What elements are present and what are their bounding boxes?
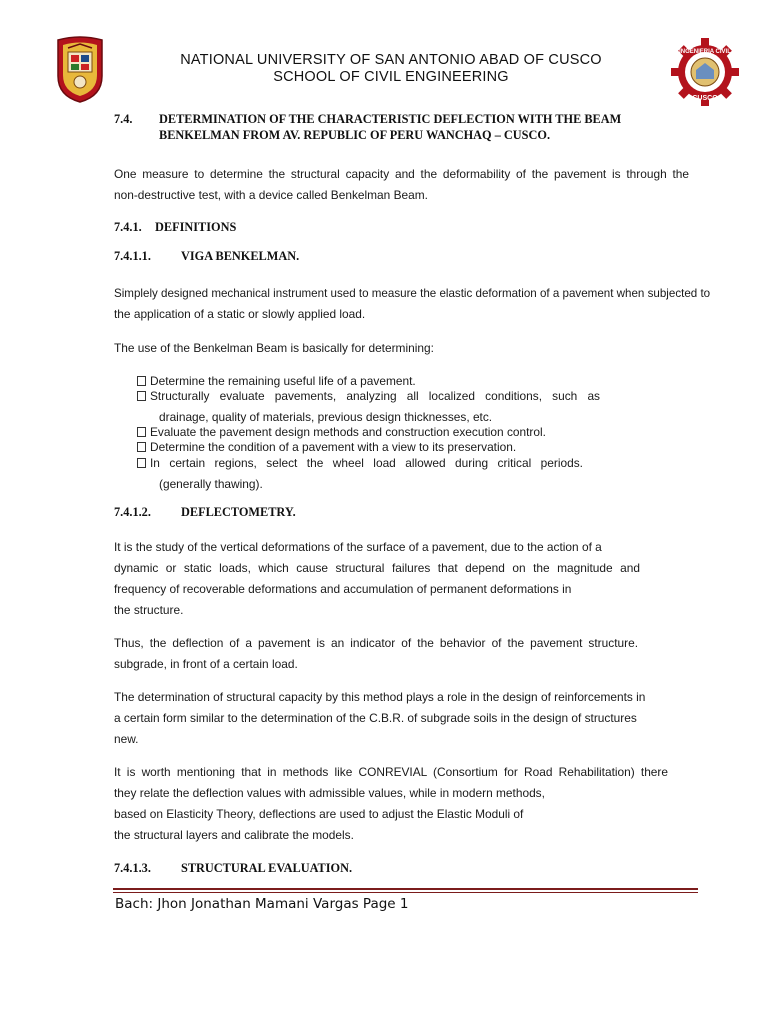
- viga-number: 7.4.1.1.: [114, 249, 151, 263]
- bullet-item: [137, 389, 600, 403]
- bullet-text: Determine the remaining useful life of a pavement.: [150, 374, 416, 388]
- section-title-line1: DETERMINATION OF THE CHARACTERISTIC DEFLECTION WITH THE BEAM: [159, 112, 622, 126]
- bullet-continuation: drainage, quality of materials, previous design thicknesses, etc.: [159, 410, 493, 424]
- bullet-text: Determine the condition of a pavement with a view to its preservation.: [150, 440, 517, 454]
- section-title-line2: BENKELMAN FROM AV. REPUBLIC OF PERU WANCHAQ – CUSCO.: [159, 128, 551, 142]
- bullet-text: Structurally evaluate pavements, analyzing all localized conditions, such as: [150, 389, 600, 403]
- deflectometry-p2-line1: Thus, the deflection of a pavement is an indicator of the behavior of the pavement structure.: [114, 636, 638, 650]
- checkbox-bullet-icon: [137, 391, 146, 401]
- bullet-item: [137, 440, 516, 454]
- deflectometry-p4-line1: It is worth mentioning that in methods like CONREVIAL (Consortium for Road Rehabilitation) there: [114, 765, 668, 779]
- bullet-item: [137, 374, 416, 388]
- page-footer: Bach: Jhon Jonathan Mamani Vargas Page 1: [115, 896, 409, 912]
- deflectometry-number: 7.4.1.2.: [114, 505, 151, 519]
- viga-use-line: The use of the Benkelman Beam is basically for determining:: [114, 341, 434, 355]
- checkbox-bullet-icon: [137, 376, 146, 386]
- deflectometry-p3-line1: The determination of structural capacity by this method plays a role in the design of reinforcements in: [114, 690, 646, 704]
- school-name: SCHOOL OF CIVIL ENGINEERING: [273, 69, 509, 85]
- bullet-text: In certain regions, select the wheel load allowed during critical periods.: [150, 456, 583, 470]
- gear-logo-city: CUSCO: [692, 95, 718, 102]
- checkbox-bullet-icon: [137, 458, 146, 468]
- footer-divider: [113, 888, 698, 890]
- civil-engineering-gear-logo: [668, 38, 742, 106]
- deflectometry-p1-line1: It is the study of the vertical deformations of the surface of a pavement, due to the action of a: [114, 540, 602, 554]
- bullet-item: [137, 425, 546, 439]
- deflectometry-p2-line2: subgrade, in front of a certain load.: [114, 657, 298, 671]
- definitions-heading: DEFINITIONS: [155, 220, 237, 234]
- bullet-text: Evaluate the pavement design methods and construction execution control.: [150, 425, 546, 439]
- deflectometry-p1-line3: frequency of recoverable deformations and accumulation of permanent deformations in: [114, 582, 572, 596]
- viga-heading: VIGA BENKELMAN.: [181, 249, 300, 263]
- footer-divider-thin: [113, 892, 698, 893]
- bullet-continuation: (generally thawing).: [159, 477, 263, 491]
- intro-line1: One measure to determine the structural capacity and the deformability of the pavement is through the: [114, 167, 689, 181]
- bullet-item: [137, 456, 583, 470]
- deflectometry-p4-line2: they relate the deflection values with admissible values, while in modern methods,: [114, 786, 545, 800]
- deflectometry-heading: DEFLECTOMETRY.: [181, 505, 296, 519]
- deflectometry-p3-line2: a certain form similar to the determination of the C.B.R. of subgrade soils in the design of structures: [114, 711, 637, 725]
- viga-para-line2: the application of a static or slowly applied load.: [114, 307, 366, 321]
- structural-number: 7.4.1.3.: [114, 861, 151, 875]
- deflectometry-p3-line3: new.: [114, 732, 139, 746]
- gear-logo-text: INGENIERIA CIVIL: [679, 49, 731, 55]
- viga-para-line1: Simplely designed mechanical instrument used to measure the elastic deformation of a pavement when subjected to: [114, 287, 711, 300]
- structural-heading: STRUCTURAL EVALUATION.: [181, 861, 353, 875]
- deflectometry-p4-line3: based on Elasticity Theory, deflections are used to adjust the Elastic Moduli of: [114, 807, 524, 821]
- section-number: 7.4.: [114, 112, 133, 126]
- deflectometry-p4-line4: the structural layers and calibrate the models.: [114, 828, 354, 842]
- university-crest-logo: [54, 36, 106, 104]
- checkbox-bullet-icon: [137, 442, 146, 452]
- intro-line2: non-destructive test, with a device called Benkelman Beam.: [114, 188, 428, 202]
- deflectometry-p1-line2: dynamic or static loads, which cause structural failures that depend on the magnitude and: [114, 561, 640, 575]
- deflectometry-p1-line4: the structure.: [114, 603, 184, 617]
- checkbox-bullet-icon: [137, 427, 146, 437]
- university-name: NATIONAL UNIVERSITY OF SAN ANTONIO ABAD OF CUSCO: [180, 52, 602, 68]
- definitions-number: 7.4.1.: [114, 220, 142, 234]
